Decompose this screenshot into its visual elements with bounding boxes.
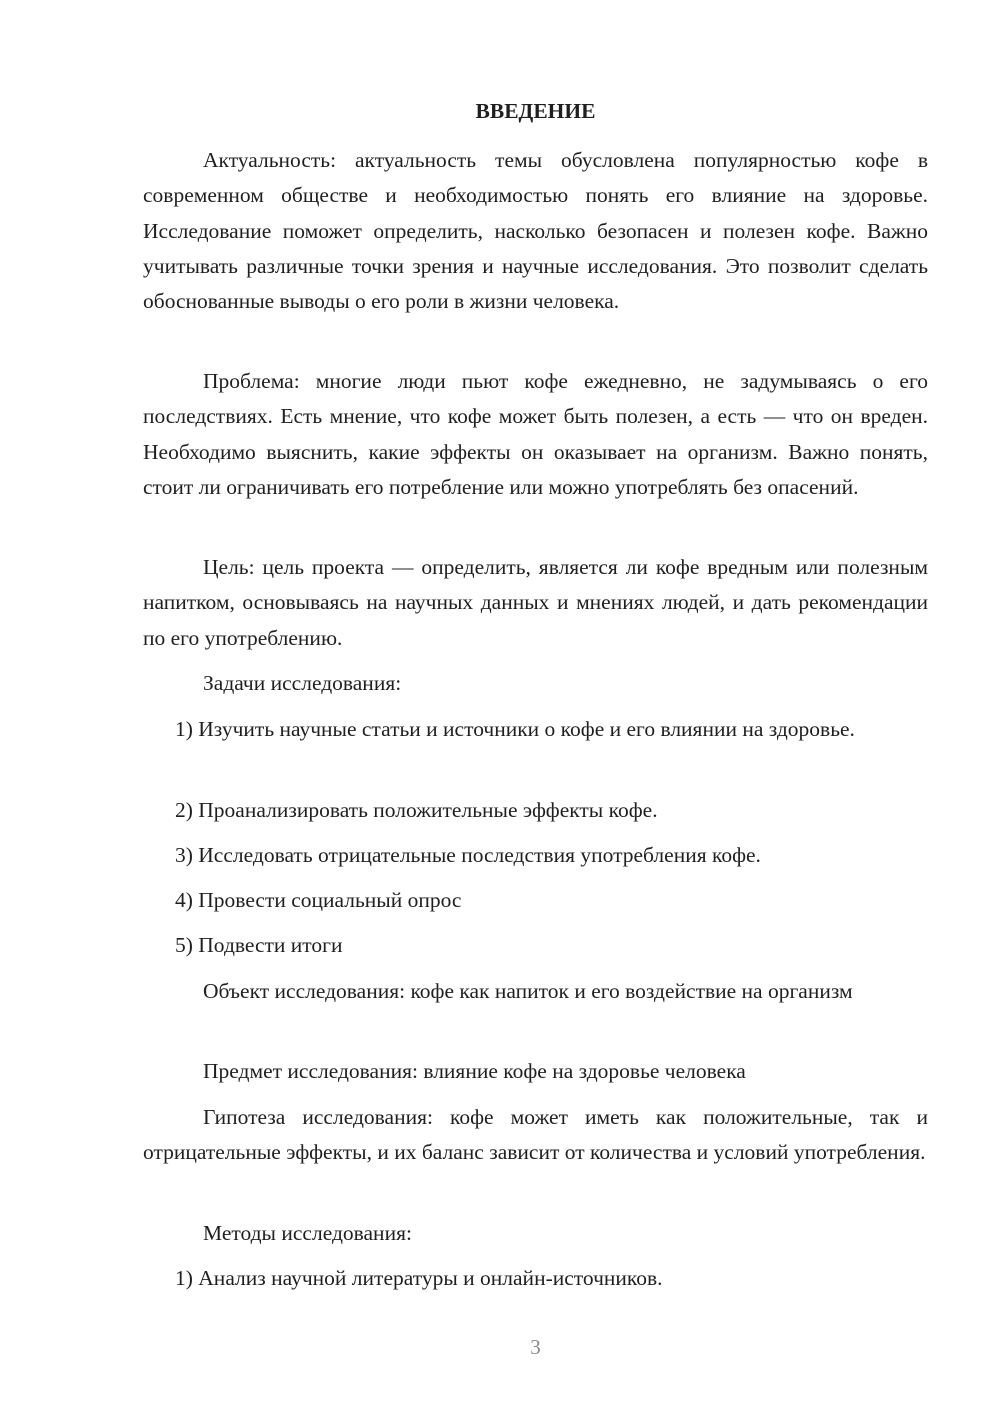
task-item-2: 2) Проанализировать положительные эффекты кофе. bbox=[175, 798, 658, 822]
task-item-5: 5) Подвести итоги bbox=[175, 933, 343, 957]
document-page bbox=[143, 0, 928, 1414]
page-number: 3 bbox=[530, 1335, 541, 1359]
task-item-4: 4) Провести социальный опрос bbox=[175, 888, 462, 912]
paragraph-goal: Цель: цель проекта — определить, является ли кофе вредным или полезным напитком, основываясь на научных данных и мнениях людей, и дать рекомендации по его употреблению. bbox=[143, 555, 928, 650]
method-item-1: 1) Анализ научной литературы и онлайн-источников. bbox=[175, 1266, 663, 1290]
task-item-3: 3) Исследовать отрицательные последствия употребления кофе. bbox=[175, 843, 761, 867]
tasks-heading: Задачи исследования: bbox=[203, 671, 402, 695]
task-item-1: 1) Изучить научные статьи и источники о кофе и его влиянии на здоровье. bbox=[175, 717, 855, 741]
section-heading: ВВЕДЕНИЕ bbox=[475, 99, 596, 123]
methods-heading: Методы исследования: bbox=[203, 1221, 412, 1245]
paragraph-subject: Предмет исследования: влияние кофе на здоровье человека bbox=[203, 1059, 746, 1083]
paragraph-problem: Проблема: многие люди пьют кофе ежедневно, не задумываясь о его последствиях. Есть мнение, что кофе может быть полезен, а есть — что он вреден. Необходимо выяснить, какие эффекты он оказывает на организм. Важно понять, стоит ли ограничивать его потребление или можно употреблять без опасений. bbox=[143, 369, 928, 499]
paragraph-relevance: Актуальность: актуальность темы обусловлена популярностью кофе в современном обществе и необходимостью понять его влияние на здоровье. Исследование поможет определить, насколько безопасен и полезен кофе. Важно учитывать различные точки зрения и научные исследования. Это позволит сделать обоснованные выводы о его роли в жизни человека. bbox=[143, 148, 928, 314]
paragraph-object: Объект исследования: кофе как напиток и его воздействие на организм bbox=[203, 979, 853, 1003]
paragraph-hypothesis: Гипотеза исследования: кофе может иметь как положительные, так и отрицательные эффекты, и их баланс зависит от количества и условий употребления. bbox=[143, 1105, 928, 1165]
